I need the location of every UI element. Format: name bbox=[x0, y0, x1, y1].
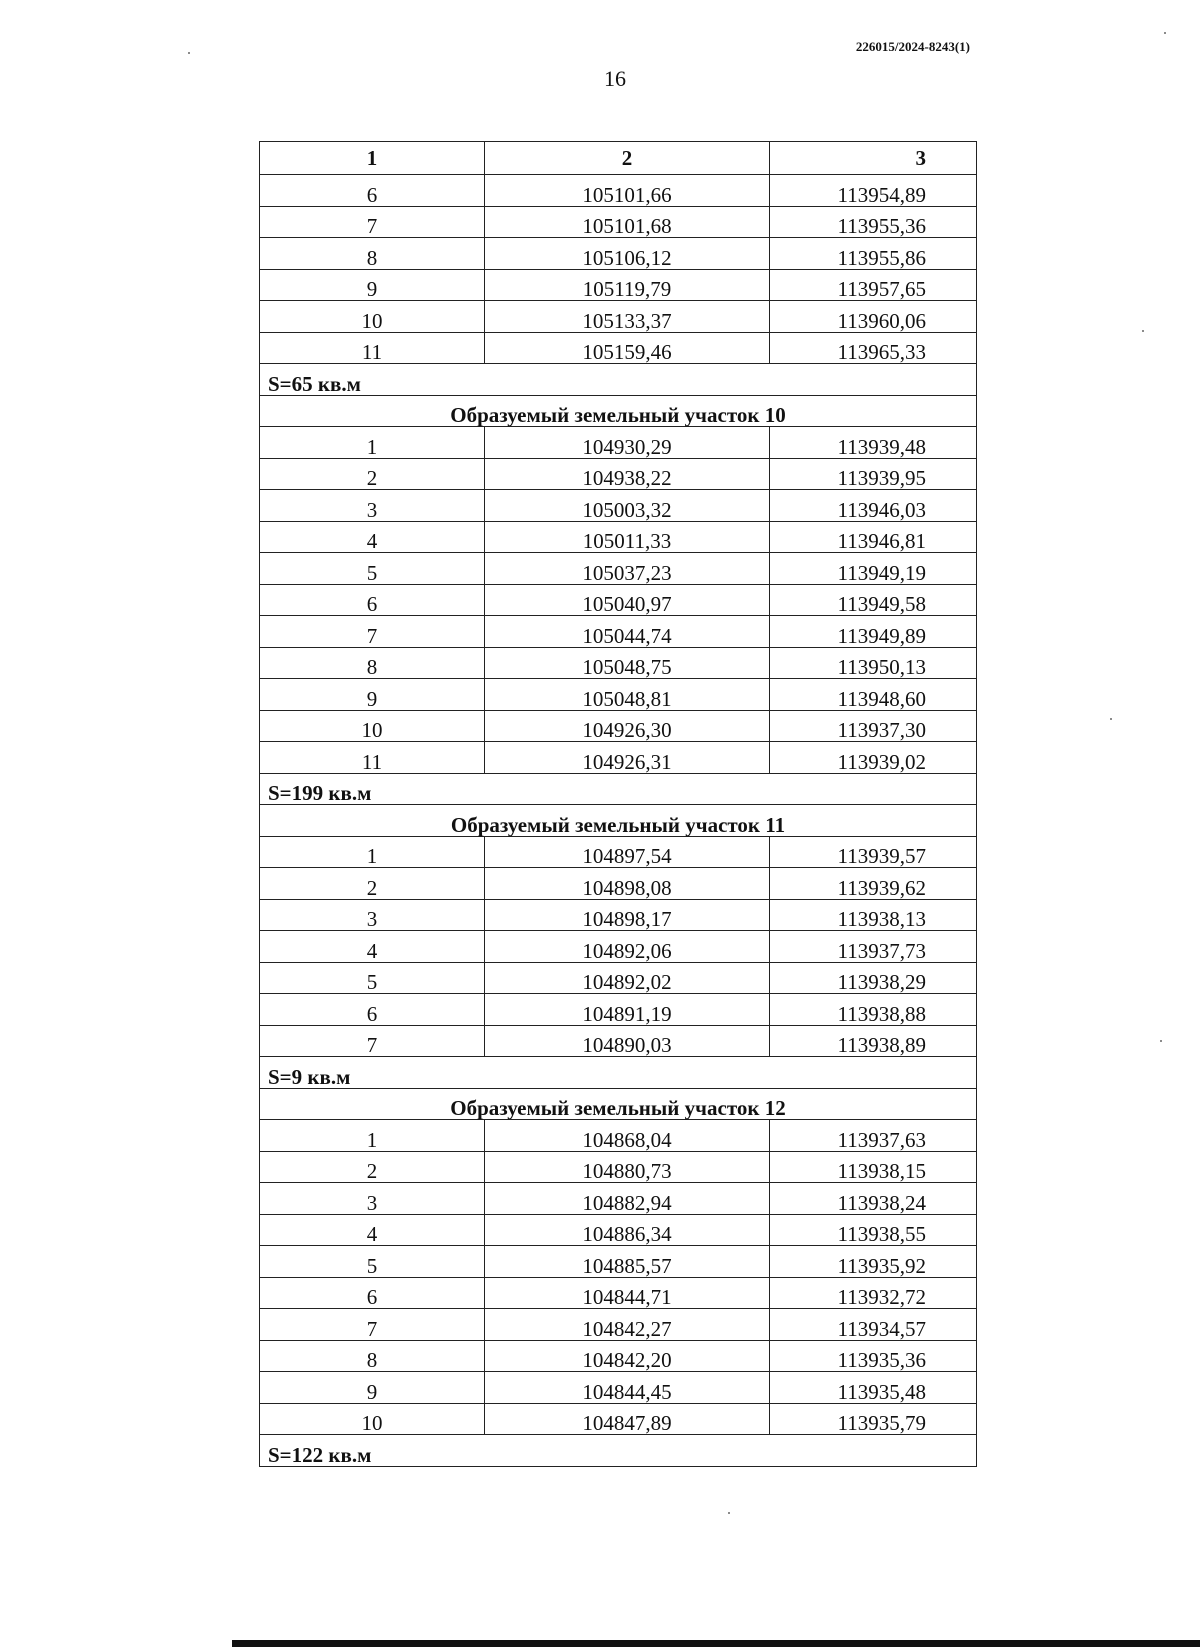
table-row bbox=[260, 332, 977, 364]
table-cell: 6 bbox=[260, 175, 485, 207]
table-cell: Образуемый земельный участок 11 bbox=[260, 805, 977, 837]
table-cell: 3 bbox=[770, 142, 977, 175]
table-cell: 113949,89 bbox=[770, 616, 977, 648]
table-cell: 113938,88 bbox=[770, 994, 977, 1026]
table-cell: 104885,57 bbox=[485, 1246, 770, 1278]
table-row bbox=[260, 1246, 977, 1278]
table-cell: 7 bbox=[260, 1025, 485, 1057]
table-cell: 3 bbox=[260, 490, 485, 522]
table-cell: 4 bbox=[260, 1214, 485, 1246]
table-cell: 2 bbox=[485, 142, 770, 175]
table-cell: 104886,34 bbox=[485, 1214, 770, 1246]
table-cell: 5 bbox=[260, 553, 485, 585]
table-cell: 113954,89 bbox=[770, 175, 977, 207]
table-row bbox=[260, 1183, 977, 1215]
scan-speck bbox=[1164, 32, 1166, 34]
table-row bbox=[260, 1120, 977, 1152]
coordinates-table bbox=[259, 141, 977, 1467]
table-cell: 113934,57 bbox=[770, 1309, 977, 1341]
table-cell: 8 bbox=[260, 647, 485, 679]
table-row bbox=[260, 175, 977, 207]
table-header-row bbox=[260, 142, 977, 175]
table-cell: 113957,65 bbox=[770, 269, 977, 301]
table-cell: 105106,12 bbox=[485, 238, 770, 270]
table-cell: 113946,03 bbox=[770, 490, 977, 522]
table-cell: 4 bbox=[260, 931, 485, 963]
table-cell: 105003,32 bbox=[485, 490, 770, 522]
table-row bbox=[260, 584, 977, 616]
plot-title-row bbox=[260, 395, 977, 427]
table-cell: 105159,46 bbox=[485, 332, 770, 364]
table-row bbox=[260, 710, 977, 742]
table-cell: 105133,37 bbox=[485, 301, 770, 333]
table-cell: 11 bbox=[260, 742, 485, 774]
scan-edge-line bbox=[232, 1640, 1200, 1647]
scan-speck bbox=[1160, 1040, 1162, 1042]
table-row bbox=[260, 962, 977, 994]
table-cell: 9 bbox=[260, 1372, 485, 1404]
table-cell: 113937,73 bbox=[770, 931, 977, 963]
table-cell: 1 bbox=[260, 1120, 485, 1152]
table-row bbox=[260, 868, 977, 900]
table-cell: 113939,48 bbox=[770, 427, 977, 459]
table-cell: 6 bbox=[260, 994, 485, 1026]
table-row bbox=[260, 647, 977, 679]
table-cell: 113935,36 bbox=[770, 1340, 977, 1372]
coordinates-table-body bbox=[260, 142, 977, 1467]
table-cell: 113939,62 bbox=[770, 868, 977, 900]
table-cell: 10 bbox=[260, 710, 485, 742]
table-cell: 104930,29 bbox=[485, 427, 770, 459]
table-cell: 104842,20 bbox=[485, 1340, 770, 1372]
table-row bbox=[260, 1277, 977, 1309]
table-cell: 113948,60 bbox=[770, 679, 977, 711]
table-cell: 113937,30 bbox=[770, 710, 977, 742]
table-cell: 113935,92 bbox=[770, 1246, 977, 1278]
table-cell: 1 bbox=[260, 142, 485, 175]
table-cell: 113938,55 bbox=[770, 1214, 977, 1246]
table-cell: 104844,71 bbox=[485, 1277, 770, 1309]
table-cell: 104868,04 bbox=[485, 1120, 770, 1152]
table-row bbox=[260, 616, 977, 648]
table-cell: 113946,81 bbox=[770, 521, 977, 553]
table-cell: 2 bbox=[260, 1151, 485, 1183]
table-cell: 113935,79 bbox=[770, 1403, 977, 1435]
table-cell: 105101,68 bbox=[485, 206, 770, 238]
table-row bbox=[260, 1309, 977, 1341]
table-cell: S=122 кв.м bbox=[260, 1435, 977, 1467]
table-cell: S=199 кв.м bbox=[260, 773, 977, 805]
table-row bbox=[260, 899, 977, 931]
table-row bbox=[260, 206, 977, 238]
table-row bbox=[260, 1340, 977, 1372]
table-cell: 2 bbox=[260, 458, 485, 490]
table-cell: 113965,33 bbox=[770, 332, 977, 364]
table-cell: 113932,72 bbox=[770, 1277, 977, 1309]
area-row bbox=[260, 1057, 977, 1089]
table-cell: 9 bbox=[260, 679, 485, 711]
table-row bbox=[260, 553, 977, 585]
table-cell: Образуемый земельный участок 12 bbox=[260, 1088, 977, 1120]
document-id: 226015/2024-8243(1) bbox=[855, 39, 970, 54]
table-cell: 11 bbox=[260, 332, 485, 364]
table-cell: 113960,06 bbox=[770, 301, 977, 333]
table-cell: 1 bbox=[260, 836, 485, 868]
table-cell: 3 bbox=[260, 1183, 485, 1215]
table-row bbox=[260, 1214, 977, 1246]
scan-speck bbox=[728, 1512, 730, 1514]
table-row bbox=[260, 238, 977, 270]
table-cell: 113938,29 bbox=[770, 962, 977, 994]
table-row bbox=[260, 427, 977, 459]
table-cell: 104892,06 bbox=[485, 931, 770, 963]
table-cell: 105037,23 bbox=[485, 553, 770, 585]
area-row bbox=[260, 364, 977, 396]
table-row bbox=[260, 742, 977, 774]
table-row bbox=[260, 269, 977, 301]
table-cell: 105101,66 bbox=[485, 175, 770, 207]
table-cell: 113935,48 bbox=[770, 1372, 977, 1404]
table-cell: 113950,13 bbox=[770, 647, 977, 679]
plot-title-row bbox=[260, 1088, 977, 1120]
table-row bbox=[260, 458, 977, 490]
table-row bbox=[260, 1025, 977, 1057]
table-cell: 104842,27 bbox=[485, 1309, 770, 1341]
table-cell: 104844,45 bbox=[485, 1372, 770, 1404]
table-cell: 8 bbox=[260, 238, 485, 270]
table-cell: 7 bbox=[260, 206, 485, 238]
table-row bbox=[260, 836, 977, 868]
table-cell: 113955,36 bbox=[770, 206, 977, 238]
table-row bbox=[260, 1151, 977, 1183]
table-cell: 104880,73 bbox=[485, 1151, 770, 1183]
table-cell: 105119,79 bbox=[485, 269, 770, 301]
table-cell: 6 bbox=[260, 584, 485, 616]
table-cell: 104926,30 bbox=[485, 710, 770, 742]
table-cell: 5 bbox=[260, 962, 485, 994]
table-cell: 113939,57 bbox=[770, 836, 977, 868]
table-cell: 2 bbox=[260, 868, 485, 900]
table-cell: 113938,13 bbox=[770, 899, 977, 931]
table-cell: 113939,02 bbox=[770, 742, 977, 774]
table-cell: 105048,81 bbox=[485, 679, 770, 711]
table-cell: 105040,97 bbox=[485, 584, 770, 616]
table-row bbox=[260, 994, 977, 1026]
table-cell: 113938,24 bbox=[770, 1183, 977, 1215]
scan-speck bbox=[1110, 718, 1112, 720]
area-row bbox=[260, 1435, 977, 1467]
table-cell: 104926,31 bbox=[485, 742, 770, 774]
plot-title-row bbox=[260, 805, 977, 837]
table-cell: 7 bbox=[260, 616, 485, 648]
table-cell: 113949,58 bbox=[770, 584, 977, 616]
table-cell: 10 bbox=[260, 1403, 485, 1435]
table-cell: 113939,95 bbox=[770, 458, 977, 490]
table-row bbox=[260, 1403, 977, 1435]
table-cell: 113938,15 bbox=[770, 1151, 977, 1183]
table-row bbox=[260, 931, 977, 963]
area-row bbox=[260, 773, 977, 805]
table-row bbox=[260, 1372, 977, 1404]
table-cell: 104898,17 bbox=[485, 899, 770, 931]
table-cell: 8 bbox=[260, 1340, 485, 1372]
table-cell: 113938,89 bbox=[770, 1025, 977, 1057]
table-cell: 104897,54 bbox=[485, 836, 770, 868]
table-cell: S=9 кв.м bbox=[260, 1057, 977, 1089]
table-row bbox=[260, 679, 977, 711]
table-cell: 113949,19 bbox=[770, 553, 977, 585]
table-cell: 104938,22 bbox=[485, 458, 770, 490]
table-cell: 105044,74 bbox=[485, 616, 770, 648]
table-cell: Образуемый земельный участок 10 bbox=[260, 395, 977, 427]
table-cell: 104890,03 bbox=[485, 1025, 770, 1057]
table-cell: 113955,86 bbox=[770, 238, 977, 270]
table-cell: 105048,75 bbox=[485, 647, 770, 679]
table-cell: 10 bbox=[260, 301, 485, 333]
scan-speck bbox=[1142, 330, 1144, 332]
table-cell: 5 bbox=[260, 1246, 485, 1278]
table-cell: 4 bbox=[260, 521, 485, 553]
table-row bbox=[260, 521, 977, 553]
scan-speck bbox=[188, 52, 190, 54]
table-cell: 104892,02 bbox=[485, 962, 770, 994]
table-cell: 1 bbox=[260, 427, 485, 459]
table-cell: S=65 кв.м bbox=[260, 364, 977, 396]
table-cell: 104882,94 bbox=[485, 1183, 770, 1215]
table-cell: 105011,33 bbox=[485, 521, 770, 553]
table-cell: 6 bbox=[260, 1277, 485, 1309]
table-cell: 104891,19 bbox=[485, 994, 770, 1026]
table-cell: 113937,63 bbox=[770, 1120, 977, 1152]
table-row bbox=[260, 301, 977, 333]
page-number: 16 bbox=[604, 66, 626, 91]
table-cell: 3 bbox=[260, 899, 485, 931]
table-row bbox=[260, 490, 977, 522]
table-cell: 104898,08 bbox=[485, 868, 770, 900]
table-cell: 9 bbox=[260, 269, 485, 301]
table-cell: 7 bbox=[260, 1309, 485, 1341]
table-cell: 104847,89 bbox=[485, 1403, 770, 1435]
